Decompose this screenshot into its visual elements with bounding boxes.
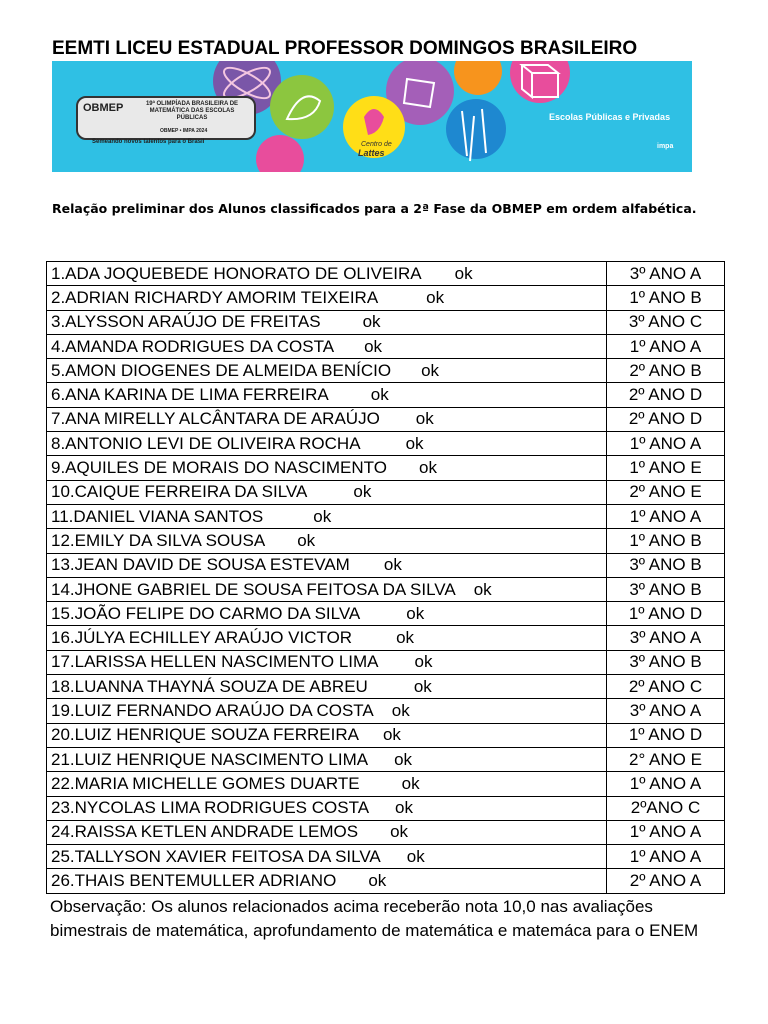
table-row: [47, 334, 725, 358]
status-ok: ok: [418, 458, 437, 478]
status-ok: ok: [413, 676, 432, 696]
student-name-cell: [47, 262, 607, 286]
student-name-cell: [47, 480, 607, 504]
table-row: [47, 869, 725, 893]
blue-circle: [446, 99, 506, 159]
student-class: 2º ANO E: [607, 480, 725, 504]
status-ok: ok: [368, 871, 387, 891]
table-row: [47, 504, 725, 528]
pink-circle: [256, 135, 304, 172]
student-name: 20.LUIZ HENRIQUE SOUZA FERREIRA: [51, 725, 359, 745]
student-class: 3º ANO B: [607, 650, 725, 674]
student-class: 3º ANO B: [607, 553, 725, 577]
student-class: 1º ANO A: [607, 772, 725, 796]
student-class: 1º ANO A: [607, 845, 725, 869]
student-class: 2º ANO B: [607, 359, 725, 383]
student-name-cell: [47, 286, 607, 310]
student-name-cell: [47, 553, 607, 577]
status-ok: ok: [353, 482, 372, 502]
student-name-cell: [47, 577, 607, 601]
student-name: 11.DANIEL VIANA SANTOS: [51, 506, 264, 526]
badge-subtitle: OBMEP • IMPA 2024: [160, 128, 208, 134]
status-ok: ok: [421, 360, 440, 380]
intro-text: Relação preliminar dos Alunos classificados para a 2ª Fase da OBMEP em ordem alfabética.: [52, 201, 697, 216]
status-ok: ok: [401, 773, 420, 793]
status-ok: ok: [473, 579, 492, 599]
status-ok: ok: [395, 798, 414, 818]
student-name: 24.RAISSA KETLEN ANDRADE LEMOS: [51, 822, 359, 842]
student-class: 1º ANO D: [607, 602, 725, 626]
status-ok: ok: [362, 312, 381, 332]
obmep-banner: [52, 61, 692, 172]
lattes-label: Lattes: [358, 148, 385, 158]
table-row: [47, 747, 725, 771]
status-ok: ok: [364, 336, 383, 356]
student-name-cell: [47, 650, 607, 674]
status-ok: ok: [390, 822, 409, 842]
table-row: [47, 310, 725, 334]
table-row: [47, 553, 725, 577]
status-ok: ok: [394, 749, 413, 769]
status-ok: ok: [383, 555, 402, 575]
students-table: [46, 261, 725, 894]
student-class: 1º ANO A: [607, 820, 725, 844]
student-class: 1º ANO D: [607, 723, 725, 747]
table-row: [47, 529, 725, 553]
student-name-cell: [47, 626, 607, 650]
student-name-cell: [47, 772, 607, 796]
student-name-cell: [47, 602, 607, 626]
leaf-circle: [270, 75, 334, 139]
student-name-cell: [47, 529, 607, 553]
table-row: [47, 359, 725, 383]
observation-note: Observação: Os alunos relacionados acima receberão nota 10,0 nas avaliações bimestrais de matemática, aprofundamento de matemática e matemáca para o ENEM: [50, 897, 699, 940]
table-row: [47, 286, 725, 310]
student-name-cell: [47, 359, 607, 383]
table-row: [47, 602, 725, 626]
student-name-cell: [47, 334, 607, 358]
student-name-cell: [47, 675, 607, 699]
student-class: 2º ANO C: [607, 675, 725, 699]
student-name: 25.TALLYSON XAVIER FEITOSA DA SILVA: [51, 846, 381, 866]
student-class: 1º ANO E: [607, 456, 725, 480]
status-ok: ok: [406, 603, 425, 623]
student-name: 21.LUIZ HENRIQUE NASCIMENTO LIMA: [51, 749, 369, 769]
student-name-cell: [47, 432, 607, 456]
table-row: [47, 262, 725, 286]
student-name-cell: [47, 504, 607, 528]
status-ok: ok: [391, 700, 410, 720]
table-row: [47, 772, 725, 796]
table-row: [47, 407, 725, 431]
table-row: [47, 699, 725, 723]
status-ok: ok: [414, 652, 433, 672]
student-name: 18.LUANNA THAYNÁ SOUZA DE ABREU: [51, 676, 368, 696]
student-name-cell: [47, 723, 607, 747]
table-row: [47, 577, 725, 601]
student-name: 2.ADRIAN RICHARDY AMORIM TEIXEIRA: [51, 287, 379, 307]
table-row: [47, 383, 725, 407]
document-title: EEMTI LICEU ESTADUAL PROFESSOR DOMINGOS BRASILEIRO: [52, 38, 638, 59]
table-row: [47, 432, 725, 456]
status-ok: ok: [406, 846, 425, 866]
escolas-label: Escolas Públicas e Privadas: [549, 112, 671, 122]
student-name-cell: [47, 820, 607, 844]
status-ok: ok: [405, 433, 424, 453]
student-class: 2ºANO C: [607, 796, 725, 820]
student-name: 15.JOÃO FELIPE DO CARMO DA SILVA: [51, 603, 361, 623]
badge-text: 19ª OLIMPÍADA BRASILEIRA DE MATEMÁTICA DAS ESCOLAS PÚBLICAS: [145, 101, 239, 121]
student-class: 2º ANO D: [607, 383, 725, 407]
student-name: 23.NYCOLAS LIMA RODRIGUES COSTA: [51, 798, 370, 818]
lattes-label-small: Centro de: [361, 141, 392, 148]
table-row: [47, 456, 725, 480]
student-class: 3º ANO B: [607, 577, 725, 601]
student-name: 17.LARISSA HELLEN NASCIMENTO LIMA: [51, 652, 379, 672]
student-class: 3º ANO A: [607, 626, 725, 650]
student-name: 22.MARIA MICHELLE GOMES DUARTE: [51, 773, 360, 793]
student-name: 10.CAIQUE FERREIRA DA SILVA: [51, 482, 308, 502]
student-name-cell: [47, 796, 607, 820]
student-name: 4.AMANDA RODRIGUES DA COSTA: [51, 336, 335, 356]
student-class: 3º ANO C: [607, 310, 725, 334]
orange-circle: [454, 61, 502, 95]
student-class: 1º ANO B: [607, 529, 725, 553]
student-name-cell: [47, 456, 607, 480]
student-class: 3º ANO A: [607, 699, 725, 723]
status-ok: ok: [454, 263, 473, 283]
obmep-logo: OBMEP: [83, 102, 124, 114]
status-ok: ok: [370, 385, 389, 405]
student-class: 2º ANO D: [607, 407, 725, 431]
students-table-body: [47, 262, 725, 894]
obmep-badge: [76, 96, 256, 140]
student-name-cell: [47, 699, 607, 723]
student-class: 1º ANO B: [607, 286, 725, 310]
student-class: 2° ANO E: [607, 747, 725, 771]
table-row: [47, 675, 725, 699]
student-name-cell: [47, 407, 607, 431]
student-name-cell: [47, 383, 607, 407]
table-row: [47, 480, 725, 504]
status-ok: ok: [313, 506, 332, 526]
student-class: 3º ANO A: [607, 262, 725, 286]
student-class: 1º ANO A: [607, 432, 725, 456]
table-row: [47, 820, 725, 844]
student-name: 26.THAIS BENTEMULLER ADRIANO: [51, 871, 337, 891]
student-name: 16.JÚLYA ECHILLEY ARAÚJO VICTOR: [51, 628, 353, 648]
student-name: 7.ANA MIRELLY ALCÂNTARA DE ARAÚJO: [51, 409, 380, 429]
student-class: 2º ANO A: [607, 869, 725, 893]
student-class: 1º ANO A: [607, 334, 725, 358]
status-ok: ok: [382, 725, 401, 745]
banner-tagline: Semeando novos talentos para o Brasil: [92, 139, 205, 145]
table-row: [47, 650, 725, 674]
impa-logo: impa: [657, 143, 674, 150]
student-name-cell: [47, 869, 607, 893]
table-row: [47, 626, 725, 650]
student-name: 5.AMON DIOGENES DE ALMEIDA BENÍCIO: [51, 360, 392, 380]
student-name: 13.JEAN DAVID DE SOUSA ESTEVAM: [51, 555, 350, 575]
table-row: [47, 723, 725, 747]
student-name: 9.AQUILES DE MORAIS DO NASCIMENTO: [51, 458, 387, 478]
student-name: 12.EMILY DA SILVA SOUSA: [51, 530, 266, 550]
student-name: 1.ADA JOQUEBEDE HONORATO DE OLIVEIRA: [51, 263, 422, 283]
student-name-cell: [47, 747, 607, 771]
student-class: 1º ANO A: [607, 504, 725, 528]
status-ok: ok: [426, 287, 445, 307]
student-name: 6.ANA KARINA DE LIMA FERREIRA: [51, 385, 329, 405]
student-name: 14.JHONE GABRIEL DE SOUSA FEITOSA DA SILVA: [51, 579, 456, 599]
status-ok: ok: [396, 628, 415, 648]
status-ok: ok: [415, 409, 434, 429]
student-name: 8.ANTONIO LEVI DE OLIVEIRA ROCHA: [51, 433, 361, 453]
status-ok: ok: [297, 530, 316, 550]
student-name: 19.LUIZ FERNANDO ARAÚJO DA COSTA: [51, 700, 374, 720]
student-name: 3.ALYSSON ARAÚJO DE FREITAS: [51, 312, 321, 332]
table-row: [47, 796, 725, 820]
student-name-cell: [47, 845, 607, 869]
student-name-cell: [47, 310, 607, 334]
table-row: [47, 845, 725, 869]
